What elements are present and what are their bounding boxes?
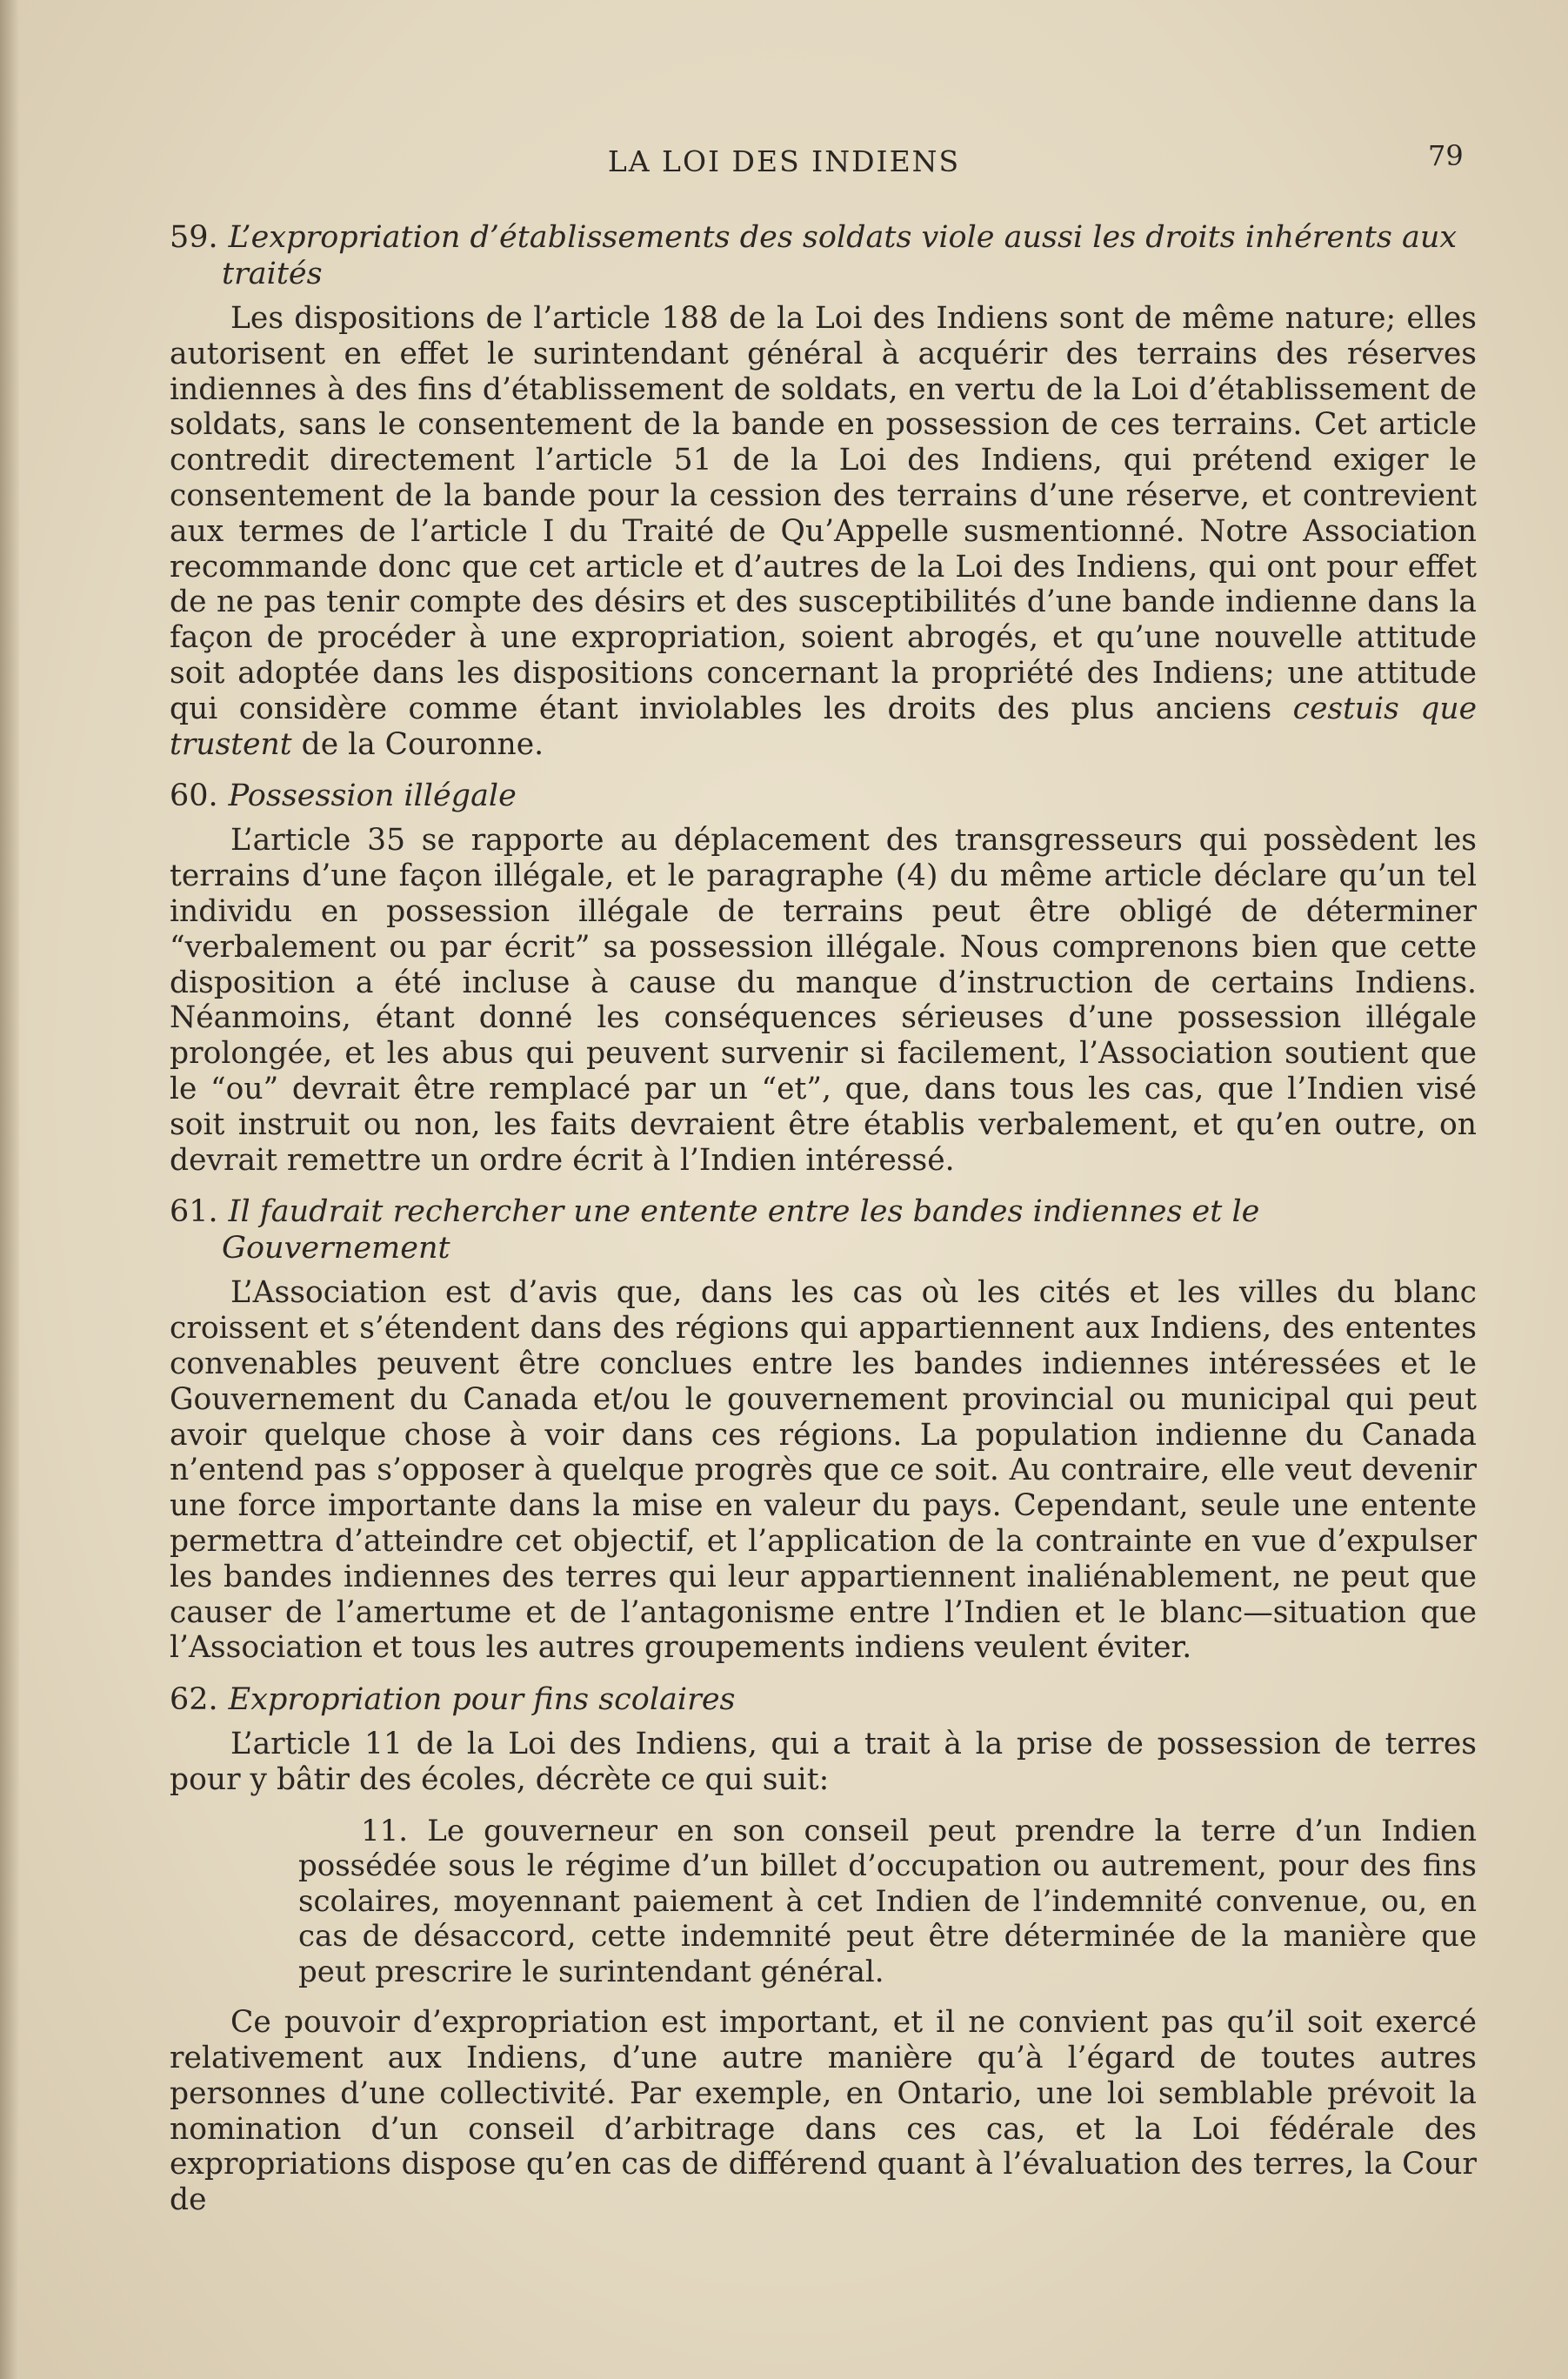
binding-edge xyxy=(0,0,19,2379)
running-head: LA LOI DES INDIENS xyxy=(607,144,961,178)
section-heading xyxy=(170,1681,1477,1718)
section-title: Possession illégale xyxy=(228,779,517,814)
paragraph xyxy=(170,301,1477,762)
paragraph-intro: L’article 11 de la Loi des Indiens, qui a trait à la prise de possession de terres pour y bâtir des écoles, décrète ce qui suit: xyxy=(170,1727,1477,1797)
section-title: L’expropriation d’établissements des soldats viole aussi les droits inhérents aux traités xyxy=(222,220,1458,291)
paragraph-closing: Ce pouvoir d’expropriation est important, et il ne convient pas qu’il soit exercé relativement aux Indiens, d’une autre manière qu’à l’égard de toutes autres personnes d’une collectivité. Par exemple, en Ontario, une loi semblable prévoit la nomination d’un conseil d’arbitrage dans ces cas, et la Loi fédérale des expropriations dispose qu’en cas de différend quant à l’évaluation des terres, la Cour de xyxy=(170,2005,1477,2218)
section-heading xyxy=(170,219,1477,292)
section-title: Expropriation pour fins scolaires xyxy=(228,1682,736,1718)
section-number: 62. xyxy=(170,1682,218,1718)
page-content xyxy=(170,219,1477,2234)
section-title: Il faudrait rechercher une entente entre les bandes indiennes et le Gouvernement xyxy=(222,1194,1260,1266)
section-number: 61. xyxy=(170,1194,218,1230)
section-62 xyxy=(170,1681,1477,2218)
section-heading xyxy=(170,1193,1477,1266)
section-60 xyxy=(170,778,1477,1178)
section-59 xyxy=(170,219,1477,762)
section-number: 59. xyxy=(170,220,218,255)
section-heading xyxy=(170,778,1477,814)
page-number: 79 xyxy=(1428,139,1464,172)
quoted-article-11: 11. Le gouverneur en son conseil peut prendre la terre d’un Indien possédée sous le régime d’un billet d’occupation ou autrement, pour des fins scolaires, moyennant paiement à cet Indien de l’indemnité convenue, ou, en cas de désaccord, cette indemnité peut être déterminée de la manière que peut prescrire le surintendant général. xyxy=(298,1813,1477,1989)
paragraph xyxy=(170,1275,1477,1666)
paragraph-text: L’Association est d’avis que, dans les cas où les cités et les villes du blanc croissent et s’étendent dans des régions qui appartiennent aux Indiens, des ententes convenables peuvent être conclues entre les bandes indiennes intéressées et le Gouvernement du Canada et/ou le gouvernement provincial ou municipal qui peut avoir quelque chose à voir dans ces régions. La population indienne du Canada n’entend pas s’opposer à quelque progrès que ce soit. Au contraire, elle veut devenir une force importante dans la mise en valeur du pays. Cependant, seule une entente permettra d’atteindre cet objectif, et l’application de la contrainte en vue d’expulser les bandes indiennes des terres qui leur appartiennent inaliénablement, ne peut que causer de l’amertume et de l’antagonisme entre l’Indien et le blanc—situation que l’Association et tous les autres groupements indiens veulent éviter. xyxy=(170,1275,1477,1666)
section-61 xyxy=(170,1193,1477,1666)
paragraph-text-end: de la Couronne. xyxy=(291,726,544,762)
paragraph-text: Les dispositions de l’article 188 de la Loi des Indiens sont de même nature; elles autorisent en effet le surintendant général à acquérir des terrains des réserves indiennes à des fins d’établissement de soldats, en vertu de la Loi d’établissement de soldats, sans le consentement de la bande en possession de ces terrains. Cet article contredit directement l’article 51 de la Loi des Indiens, qui prétend exiger le consentement de la bande pour la cession des terrains d’une réserve, et contrevient aux termes de l’article I du Traité de Qu’Appelle susmentionné. Notre Association recommande donc que cet article et d’autres de la Loi des Indiens, qui ont pour effet de ne pas tenir compte des désirs et des susceptibilités d’une bande indienne dans la façon de procéder à une expropriation, soient abrogés, et qu’une nouvelle attitude soit adoptée dans les dispositions concernant la propriété des Indiens; une attitude qui considère comme étant inviolables les droits des plus anciens xyxy=(170,301,1477,726)
paragraph-italic-term: cestuis que trustent xyxy=(170,691,1477,762)
paragraph-text: L’article 35 se rapporte au déplacement des transgresseurs qui possèdent les terrains d’une façon illégale, et le paragraphe (4) du même article déclare qu’un tel individu en possession illégale de terrains peut être obligé de déterminer “verbalement ou par écrit” sa possession illégale. Nous comprenons bien que cette disposition a été incluse à cause du manque d’instruction de certains Indiens. Néanmoins, étant donné les conséquences sérieuses d’une possession illégale prolongée, et les abus qui peuvent survenir si facilement, l’Association soutient que le “ou” devrait être remplacé par un “et”, que, dans tous les cas, que l’Indien visé soit instruit ou non, les faits devraient être établis verbalement, et qu’en outre, on devrait remettre un ordre écrit à l’Indien intéressé. xyxy=(170,823,1477,1178)
paragraph xyxy=(170,823,1477,1178)
section-number: 60. xyxy=(170,779,218,814)
